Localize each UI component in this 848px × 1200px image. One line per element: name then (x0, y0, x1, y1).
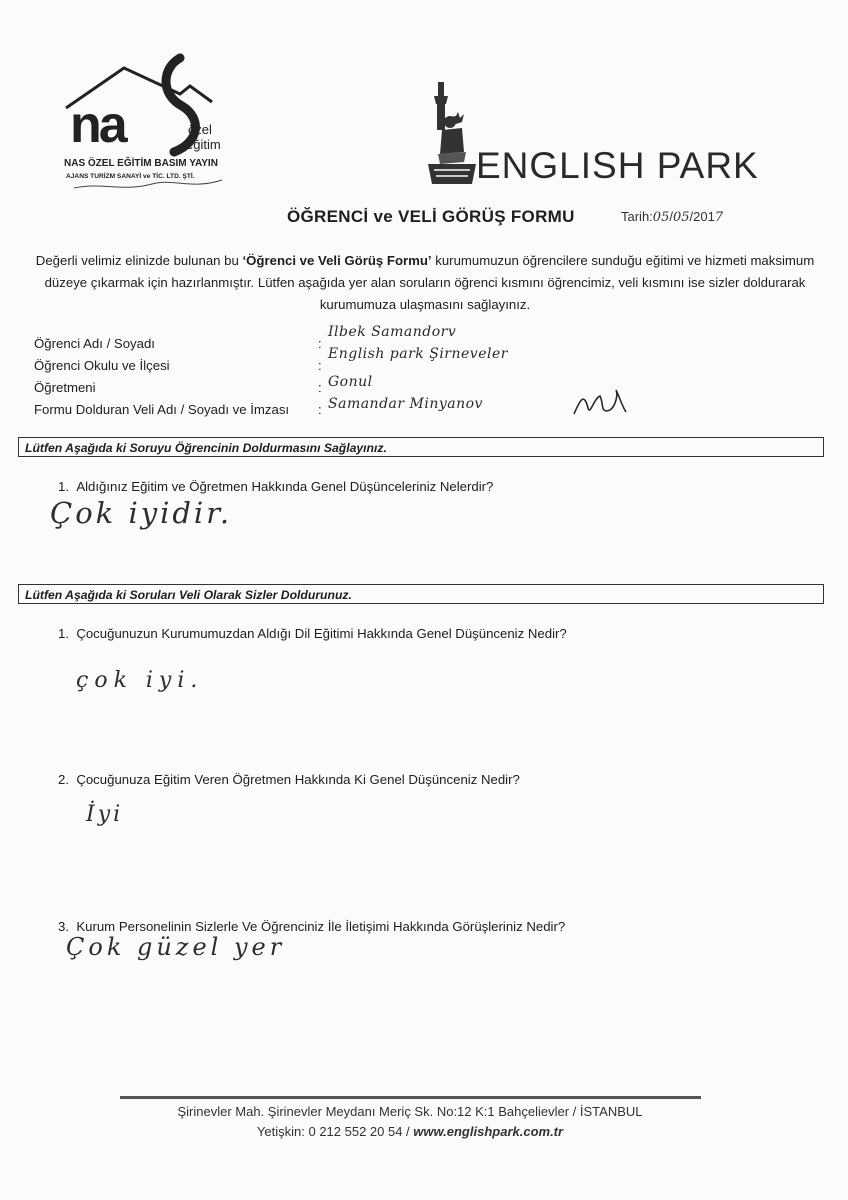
field-colon: : (318, 380, 322, 395)
student-answer-1[interactable]: Çok iyidir. (50, 496, 233, 530)
field-label-parent: Formu Dolduran Veli Adı / Soyadı ve İmzası (34, 402, 290, 417)
nas-company-name: NAS ÖZEL EĞİTİM BASIM YAYIN (64, 158, 218, 169)
intro-text-1: Değerli velimiz elinizde bulunan bu (35, 253, 243, 268)
question-text: Çocuğunuza Eğitim Veren Öğretmen Hakkında Ki Genel Düşünceniz Nedir? (76, 772, 520, 787)
footer-phone: Yetişkin: 0 212 552 20 54 / (256, 1124, 414, 1139)
footer-address: Şirinevler Mah. Şirinevler Meydanı Meriç Sk. No:12 K:1 Bahçelievler / İSTANBUL (177, 1104, 643, 1119)
footer-contact (100, 1124, 720, 1139)
parent-question-2 (58, 772, 520, 787)
parent-answer-3[interactable]: Çok güzel yer (66, 933, 286, 961)
intro-paragraph (30, 250, 820, 316)
footer-divider (120, 1096, 701, 1099)
parent-signature (570, 386, 630, 420)
parent-question-1 (58, 626, 567, 641)
english-park-logo (420, 82, 760, 187)
ozel-logo-text: özel (188, 122, 212, 137)
field-colon: : (318, 336, 322, 351)
date-label: Tarih: (621, 209, 653, 224)
question-number: 1. (58, 479, 69, 494)
field-label-school: Öğrenci Okulu ve İlçesi (34, 358, 170, 373)
intro-text-2: kurumumuzun öğrencilere sunduğu eğitimi ve hizmeti maksimum düzeye çıkarmak için hazırlanmıştır. Lütfen aşağıda yer alan soruların öğrenci kısmını öğrencimiz, veli kısmını ise sizler doldurarak kurumumuza ulaşmasını sağlayınız. (44, 253, 815, 312)
nas-company-sub: AJANS TURİZM SANAYİ ve TİC. LTD. ŞTİ. (66, 173, 195, 180)
field-colon: : (318, 358, 322, 373)
question-number: 1. (58, 626, 69, 641)
field-label-student-name: Öğrenci Adı / Soyadı (34, 336, 155, 351)
intro-form-name: ‘Öğrenci ve Veli Görüş Formu’ (242, 253, 432, 268)
question-text: Kurum Personelinin Sizlerle Ve Öğrenciniz İle İletişimi Hakkında Görüşleriniz Nedir? (76, 919, 566, 934)
field-label-teacher: Öğretmeni (34, 380, 96, 395)
date-year-digit[interactable]: 7 (714, 210, 724, 225)
date-row: Tarih:05/05/2017 (621, 209, 724, 225)
parent-value[interactable]: Samandar Minyanov (328, 396, 483, 412)
question-number: 3. (58, 919, 69, 934)
nas-logo (62, 50, 252, 195)
parent-question-3 (58, 919, 565, 934)
teacher-value[interactable]: Gonul (328, 374, 373, 390)
statue-of-liberty-icon (428, 82, 476, 184)
question-text: Aldığınız Eğitim ve Öğretmen Hakkında Genel Düşünceleriniz Nelerdir? (76, 479, 494, 494)
student-section-heading: Lütfen Aşağıda ki Soruyu Öğrencinin Doldurmasını Sağlayınız. (18, 437, 824, 457)
parent-answer-2[interactable]: İyi (86, 802, 124, 827)
question-number: 2. (58, 772, 69, 787)
school-value[interactable]: English park Şirneveler (328, 346, 508, 362)
date-day[interactable]: 05 (652, 210, 670, 225)
date-year-prefix: 201 (693, 209, 715, 224)
egitim-logo-text: eğitim (186, 137, 221, 152)
form-title: ÖĞRENCİ ve VELİ GÖRÜŞ FORMU (287, 207, 575, 226)
footer-website-link[interactable]: www.englishpark.com.tr (413, 1124, 564, 1139)
student-question-1 (58, 479, 493, 494)
student-name-value[interactable]: Ilbek Samandorv (328, 324, 457, 340)
field-colon: : (318, 402, 322, 417)
date-month[interactable]: 05 (672, 210, 690, 225)
parent-section-heading: Lütfen Aşağıda ki Soruları Veli Olarak Sizler Doldurunuz. (18, 584, 824, 604)
parent-answer-1[interactable]: çok iyi. (76, 668, 204, 693)
svg-text:na: na (70, 96, 125, 154)
english-park-logo-text: ENGLISH PARK (476, 145, 759, 186)
question-text: Çocuğunuzun Kurumumuzdan Aldığı Dil Eğitimi Hakkında Genel Düşünceniz Nedir? (76, 626, 567, 641)
